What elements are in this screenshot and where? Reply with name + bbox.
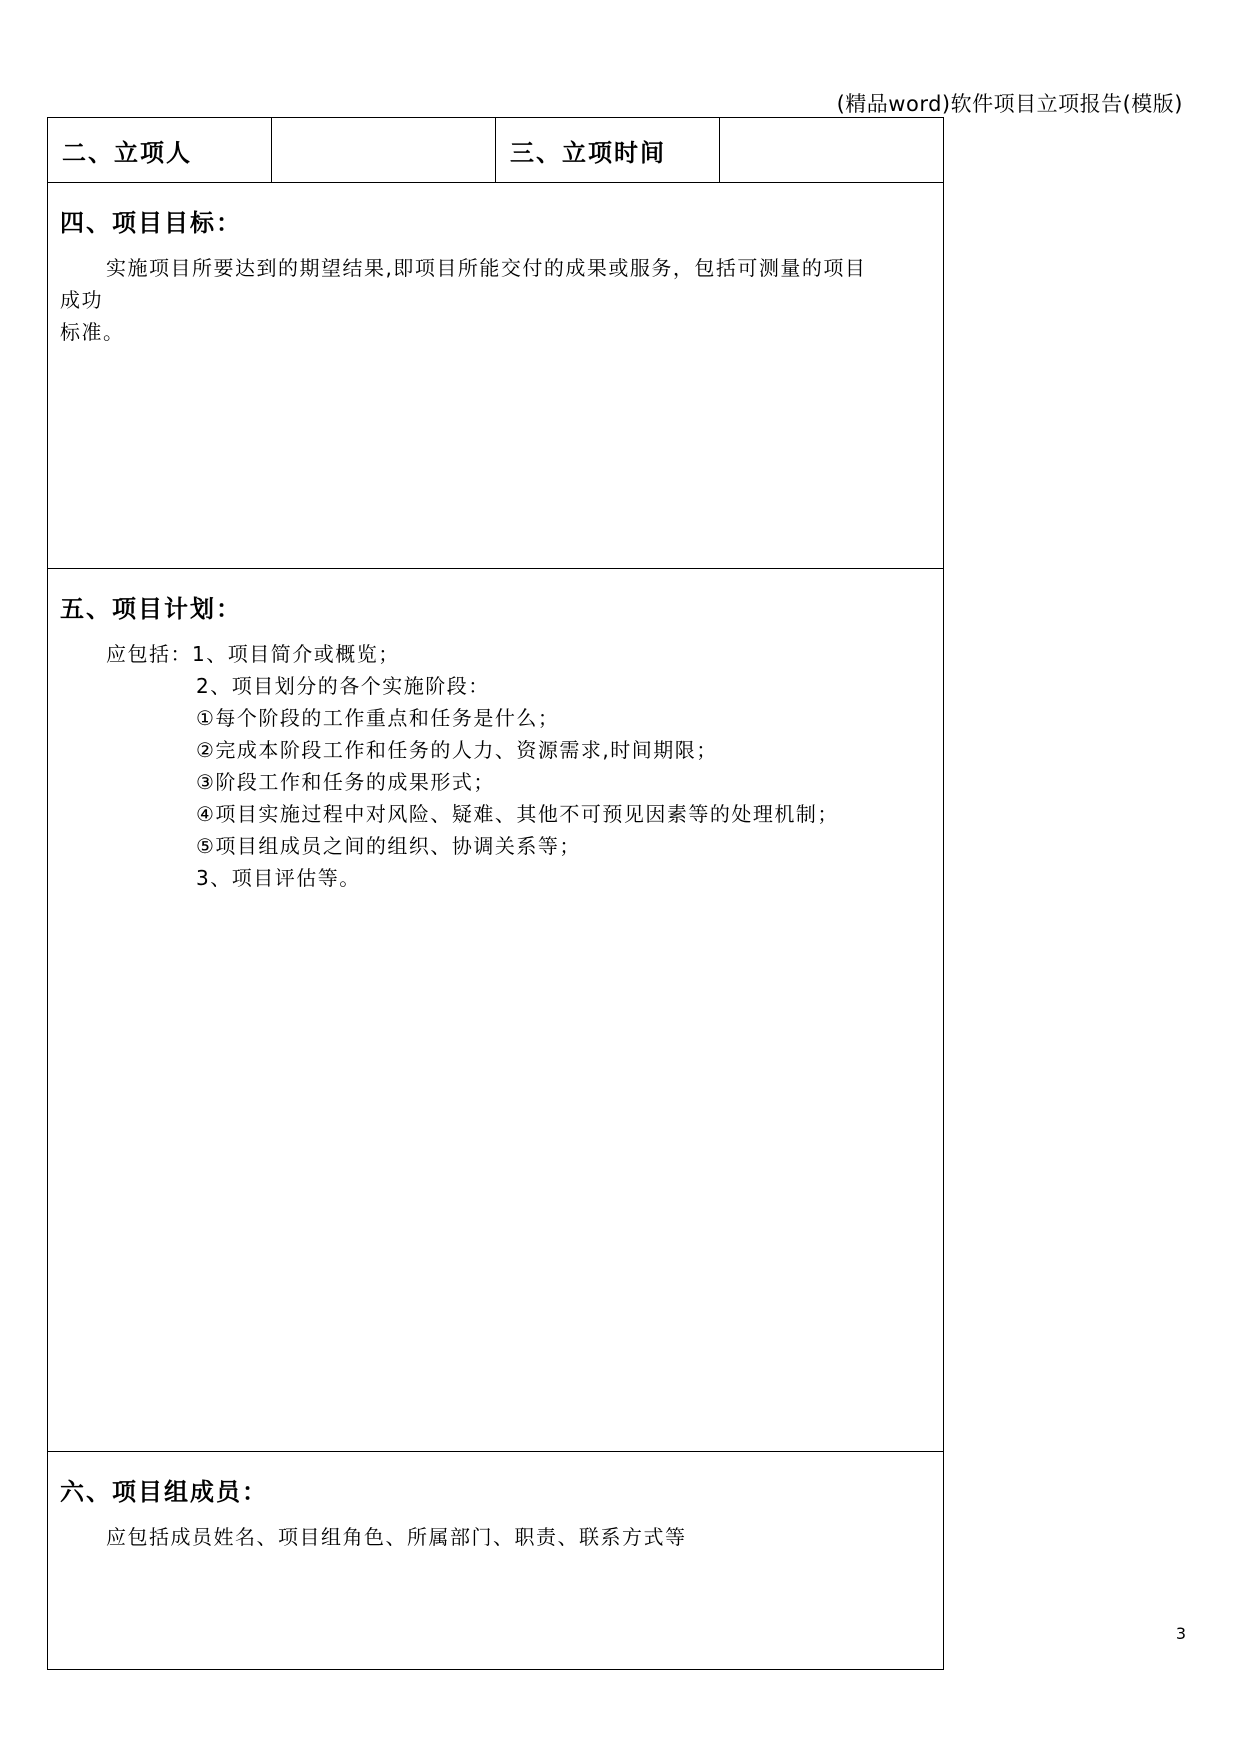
proposer-label: 二、立项人 xyxy=(48,118,272,183)
proposer-row xyxy=(48,118,944,183)
plan-line: 2、项目划分的各个实施阶段： xyxy=(196,674,490,698)
plan-section xyxy=(48,569,944,1452)
date-value-cell[interactable] xyxy=(720,118,944,183)
plan-line: ④项目实施过程中对风险、疑难、其他不可预见因素等的处理机制； xyxy=(196,802,839,826)
goal-title: 四、项目目标： xyxy=(60,209,242,237)
goal-line: 成功 xyxy=(60,288,103,312)
plan-row xyxy=(48,569,944,1452)
goal-body xyxy=(60,252,931,348)
date-label: 三、立项时间 xyxy=(496,118,720,183)
plan-line: 3、项目评估等。 xyxy=(196,866,361,890)
page-number: 3 xyxy=(1175,1624,1186,1643)
running-header: (精品word)软件项目立项报告(模版) xyxy=(836,92,1183,116)
members-title: 六、项目组成员： xyxy=(60,1478,268,1506)
plan-line: ①每个阶段的工作重点和任务是什么； xyxy=(196,706,560,730)
goal-section xyxy=(48,183,944,569)
goal-line: 标准。 xyxy=(60,320,125,344)
plan-line: ⑤项目组成员之间的组织、协调关系等； xyxy=(196,834,581,858)
goal-row xyxy=(48,183,944,569)
members-section xyxy=(48,1452,944,1670)
goal-line: 实施项目所要达到的期望结果,即项目所能交付的成果或服务，包括可测量的项目 xyxy=(106,256,867,280)
project-form-table xyxy=(47,117,944,1670)
plan-line: ②完成本阶段工作和任务的人力、资源需求,时间期限； xyxy=(196,738,718,762)
plan-list xyxy=(60,638,931,894)
members-description: 应包括成员姓名、项目组角色、所属部门、职责、联系方式等 xyxy=(106,1525,687,1549)
plan-title: 五、项目计划： xyxy=(60,595,242,623)
members-row xyxy=(48,1452,944,1670)
plan-line: 应包括：1、项目简介或概览； xyxy=(106,642,400,666)
plan-line: ③阶段工作和任务的成果形式； xyxy=(196,770,495,794)
proposer-value-cell[interactable] xyxy=(272,118,496,183)
